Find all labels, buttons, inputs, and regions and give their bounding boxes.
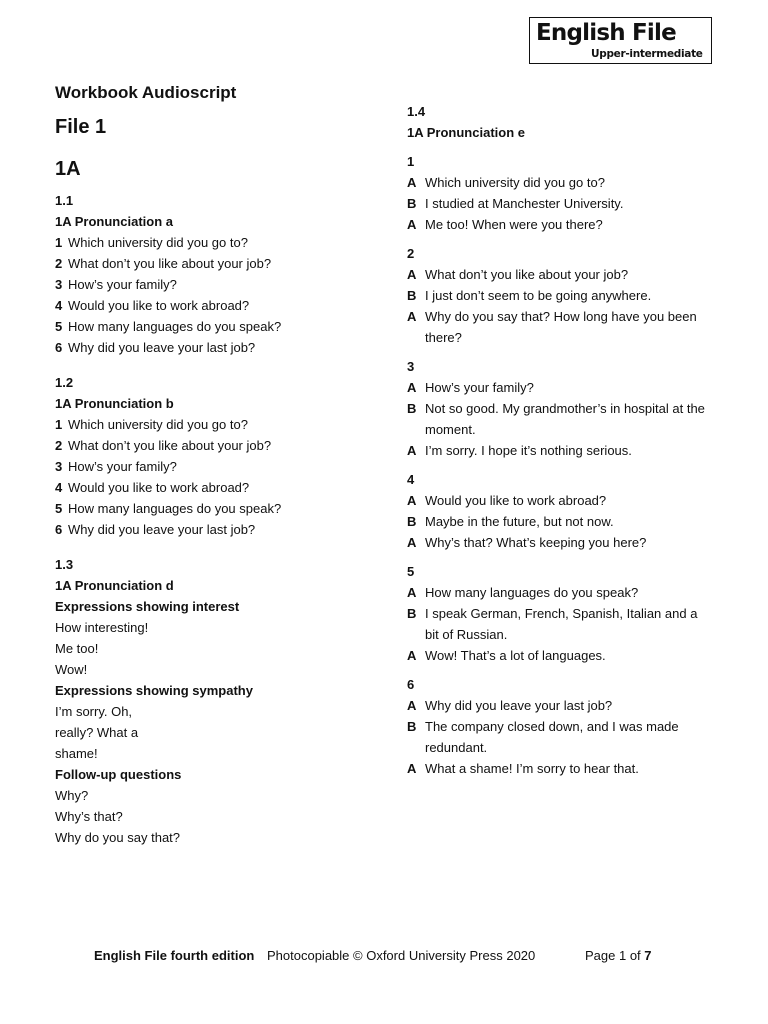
dialogue-line	[407, 490, 717, 511]
logo-subtitle: Upper-intermediate	[591, 48, 703, 60]
section-heading: 1A Pronunciation e	[407, 125, 525, 140]
dialogue-number: 2	[407, 246, 415, 261]
line-text: Me too! When were you there?	[425, 217, 603, 232]
section-1-3	[55, 554, 375, 848]
dialogue-line-continued	[407, 327, 717, 348]
dialogue-line	[407, 264, 717, 285]
item-number: 2	[55, 438, 63, 453]
expression-line: Me too!	[55, 641, 99, 656]
line-text: I speak German, French, Spanish, Italian and a	[425, 606, 698, 621]
expression-line: really? What a	[55, 725, 139, 740]
line-text: Would you like to work abroad?	[425, 493, 607, 508]
dialogue-line-continued	[407, 624, 717, 645]
speaker-label: A	[407, 761, 417, 776]
line-text: I studied at Manchester University.	[425, 196, 624, 211]
list-item	[55, 295, 375, 316]
item-number: 3	[55, 459, 63, 474]
expression-line: I’m sorry. Oh,	[55, 704, 133, 719]
track-number: 1.4	[407, 104, 426, 119]
dialogue-6	[407, 674, 717, 779]
dialogue-line	[407, 440, 717, 461]
dialogue-line	[407, 172, 717, 193]
dialogue-line	[407, 695, 717, 716]
track-number: 1.3	[55, 557, 74, 572]
logo-title: English File	[536, 20, 676, 46]
line-text: Wow! That’s a lot of languages.	[425, 648, 606, 663]
dialogue-number: 1	[407, 154, 415, 169]
line-text: Why’s that? What’s keeping you here?	[425, 535, 647, 550]
interest-heading: Expressions showing interest	[55, 599, 240, 614]
document-title: Workbook Audioscript	[55, 83, 237, 102]
page-total: 7	[644, 948, 652, 963]
list-item	[55, 253, 375, 274]
list-item	[55, 519, 375, 540]
line-text: redundant.	[425, 740, 488, 755]
dialogue-line	[407, 398, 717, 419]
dialogue-number: 4	[407, 472, 415, 487]
speaker-label: A	[407, 267, 417, 282]
speaker-label: A	[407, 217, 417, 232]
item-number: 1	[55, 417, 63, 432]
speaker-label: A	[407, 698, 417, 713]
line-text: bit of Russian.	[425, 627, 508, 642]
item-number: 5	[55, 319, 63, 334]
track-number: 1.1	[55, 193, 74, 208]
dialogue-3	[407, 356, 717, 461]
line-text: How many languages do you speak?	[425, 585, 639, 600]
item-number: 2	[55, 256, 63, 271]
sympathy-heading: Expressions showing sympathy	[55, 683, 253, 698]
item-text: How’s your family?	[68, 459, 177, 474]
item-number: 1	[55, 235, 63, 250]
item-text: How many languages do you speak?	[68, 501, 282, 516]
expression-line: Why?	[55, 788, 89, 803]
dialogue-line	[407, 532, 717, 553]
line-text: Which university did you go to?	[425, 175, 605, 190]
dialogue-line	[407, 582, 717, 603]
expression-line: Why do you say that?	[55, 830, 181, 845]
section-1-1	[55, 190, 375, 358]
speaker-label: B	[407, 401, 417, 416]
followup-heading: Follow-up questions	[55, 767, 182, 782]
dialogue-line	[407, 285, 717, 306]
footer-copyright: Photocopiable © Oxford University Press 2020	[267, 948, 536, 963]
section-heading: 1A Pronunciation b	[55, 396, 174, 411]
dialogue-line	[407, 758, 717, 779]
dialogue-4	[407, 469, 717, 553]
section-heading: 1A Pronunciation a	[55, 214, 173, 229]
speaker-label: B	[407, 514, 417, 529]
line-text: Not so good. My grandmother’s in hospital at the	[425, 401, 705, 416]
speaker-label: B	[407, 719, 417, 734]
footer-page-number	[585, 946, 652, 966]
item-text: Why did you leave your last job?	[68, 340, 256, 355]
line-text: there?	[425, 330, 462, 345]
footer-edition: English File fourth edition	[94, 948, 255, 963]
line-text: I just don’t seem to be going anywhere.	[425, 288, 652, 303]
line-text: The company closed down, and I was made	[425, 719, 679, 734]
dialogue-number: 5	[407, 564, 415, 579]
dialogue-line	[407, 716, 717, 737]
section-heading: 1A Pronunciation d	[55, 578, 174, 593]
item-number: 3	[55, 277, 63, 292]
item-text: Which university did you go to?	[68, 417, 248, 432]
line-text: I’m sorry. I hope it’s nothing serious.	[425, 443, 632, 458]
item-number: 4	[55, 298, 63, 313]
list-item	[55, 456, 375, 477]
expression-line: How interesting!	[55, 620, 149, 635]
dialogue-number: 6	[407, 677, 415, 692]
dialogue-line	[407, 214, 717, 235]
list-item	[55, 435, 375, 456]
list-item	[55, 232, 375, 253]
dialogue-line	[407, 603, 717, 624]
list-item	[55, 498, 375, 519]
speaker-label: B	[407, 196, 417, 211]
line-text: What don’t you like about your job?	[425, 267, 629, 282]
line-text: Why did you leave your last job?	[425, 698, 613, 713]
dialogue-2	[407, 243, 717, 348]
dialogue-1	[407, 151, 717, 235]
dialogue-line	[407, 306, 717, 327]
dialogue-number: 3	[407, 359, 415, 374]
line-text: Maybe in the future, but not now.	[425, 514, 614, 529]
item-text: What don’t you like about your job?	[68, 256, 272, 271]
speaker-label: A	[407, 380, 417, 395]
list-item	[55, 337, 375, 358]
dialogue-line	[407, 645, 717, 666]
expression-line: Why’s that?	[55, 809, 123, 824]
item-text: Would you like to work abroad?	[68, 480, 250, 495]
left-column	[55, 82, 375, 848]
file-title: File 1	[55, 116, 107, 138]
item-text: Would you like to work abroad?	[68, 298, 250, 313]
item-text: How many languages do you speak?	[68, 319, 282, 334]
item-text: Why did you leave your last job?	[68, 522, 256, 537]
list-item	[55, 316, 375, 337]
item-number: 6	[55, 522, 63, 537]
speaker-label: A	[407, 309, 417, 324]
item-text: Which university did you go to?	[68, 235, 248, 250]
item-text: How’s your family?	[68, 277, 177, 292]
list-item	[55, 274, 375, 295]
item-number: 5	[55, 501, 63, 516]
list-item	[55, 477, 375, 498]
section-1-2	[55, 372, 375, 540]
list-item	[55, 414, 375, 435]
line-text: moment.	[425, 422, 476, 437]
item-number: 4	[55, 480, 63, 495]
speaker-label: B	[407, 288, 417, 303]
line-text: Why do you say that? How long have you been	[425, 309, 697, 324]
expression-line: Wow!	[55, 662, 88, 677]
page-footer	[0, 946, 768, 966]
dialogue-line	[407, 377, 717, 398]
dialogue-line	[407, 193, 717, 214]
speaker-label: A	[407, 585, 417, 600]
speaker-label: A	[407, 175, 417, 190]
dialogue-line-continued	[407, 737, 717, 758]
unit-title: 1A	[55, 158, 81, 180]
line-text: How’s your family?	[425, 380, 534, 395]
speaker-label: A	[407, 443, 417, 458]
expression-line: shame!	[55, 746, 98, 761]
item-text: What don’t you like about your job?	[68, 438, 272, 453]
line-text: What a shame! I’m sorry to hear that.	[425, 761, 639, 776]
right-column	[407, 101, 717, 779]
speaker-label: A	[407, 535, 417, 550]
item-number: 6	[55, 340, 63, 355]
speaker-label: A	[407, 493, 417, 508]
page-prefix: Page 1 of	[585, 948, 645, 963]
english-file-logo	[529, 17, 712, 64]
speaker-label: B	[407, 606, 417, 621]
speaker-label: A	[407, 648, 417, 663]
dialogue-line-continued	[407, 419, 717, 440]
dialogue-5	[407, 561, 717, 666]
track-number: 1.2	[55, 375, 74, 390]
dialogue-line	[407, 511, 717, 532]
